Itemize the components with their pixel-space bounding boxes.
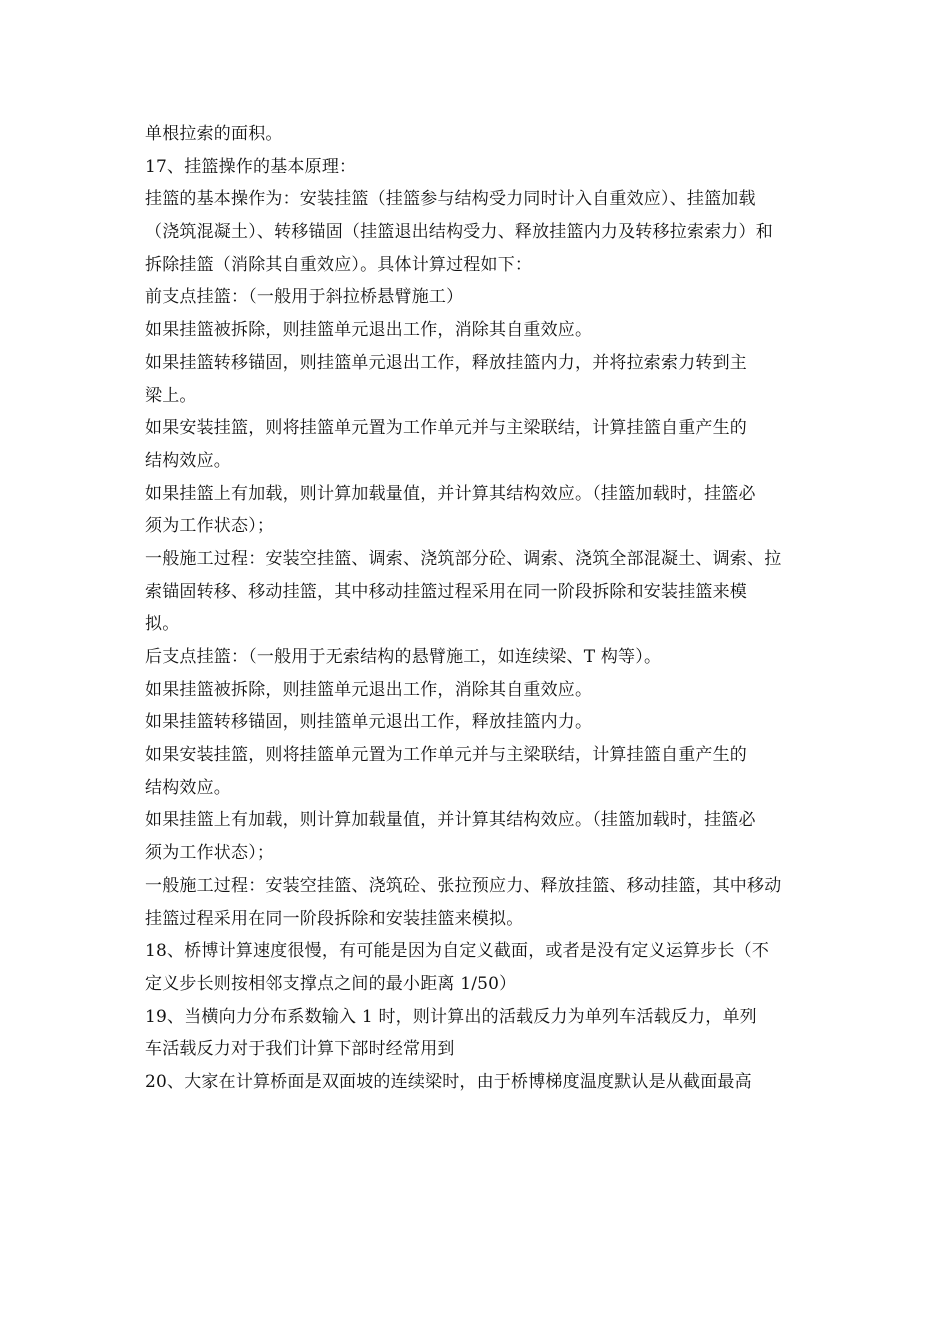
text-line: 如果挂篮被拆除，则挂篮单元退出工作，消除其自重效应。 (145, 679, 593, 700)
text-line: 如果挂篮被拆除，则挂篮单元退出工作，消除其自重效应。 (145, 320, 593, 341)
text-line: 定义步长则按相邻支撑点之间的最小距离 1/50） (145, 973, 517, 994)
text-line: 一般施工过程：安装空挂篮、浇筑砼、张拉预应力、释放挂篮、移动挂篮，其中移动 (145, 875, 782, 896)
section-heading-19: 19、当横向力分布系数输入 1 时，则计算出的活载反力为单列车活载反力，单列 (145, 1006, 757, 1027)
text-line: 如果挂篮转移锚固，则挂篮单元退出工作，释放挂篮内力。 (145, 712, 593, 733)
text-line: 挂篮的基本操作为：安装挂篮（挂篮参与结构受力同时计入自重效应）、挂篮加载 (145, 189, 756, 210)
text-line: 须为工作状态）； (145, 516, 275, 537)
text-line: （浇筑混凝土）、转移锚固（挂篮退出结构受力、释放挂篮内力及转移拉索索力）和 (145, 222, 773, 243)
text-line: 结构效应。 (145, 450, 231, 471)
text-line: 索锚固转移、移动挂篮，其中移动挂篮过程采用在同一阶段拆除和安装挂篮来模 (145, 581, 747, 602)
text-line: 结构效应。 (145, 777, 231, 798)
text-line: 拆除挂篮（消除其自重效应）。具体计算过程如下： (145, 254, 533, 275)
section-heading-17: 17、挂篮操作的基本原理： (145, 156, 357, 177)
text-line: 单根拉索的面积。 (145, 124, 283, 144)
subheading-front-fulcrum: 前支点挂篮：（一般用于斜拉桥悬臂施工） (145, 287, 464, 308)
text-line: 如果挂篮转移锚固，则挂篮单元退出工作，释放挂篮内力，并将拉索索力转到主 (145, 352, 747, 373)
text-line: 一般施工过程：安装空挂篮、调索、浇筑部分砼、调索、浇筑全部混凝土、调索、拉 (145, 548, 782, 569)
text-line: 如果安装挂篮，则将挂篮单元置为工作单元并与主梁联结，计算挂篮自重产生的 (145, 745, 747, 766)
text-line: 挂篮过程采用在同一阶段拆除和安装挂篮来模拟。 (145, 908, 524, 929)
document-body (145, 118, 813, 1099)
text-line: 须为工作状态）； (145, 843, 275, 864)
text-line: 如果挂篮上有加载，则计算加载量值，并计算其结构效应。（挂篮加载时，挂篮必 (145, 810, 756, 831)
section-heading-18: 18、桥博计算速度很慢，有可能是因为自定义截面，或者是没有定义运算步长（不 (145, 941, 770, 962)
text-line: 如果安装挂篮，则将挂篮单元置为工作单元并与主梁联结，计算挂篮自重产生的 (145, 418, 747, 439)
text-line: 梁上。 (145, 385, 197, 406)
text-line: 如果挂篮上有加载，则计算加载量值，并计算其结构效应。（挂篮加载时，挂篮必 (145, 483, 756, 504)
subheading-rear-fulcrum: 后支点挂篮：（一般用于无索结构的悬臂施工，如连续梁、T 构等）。 (145, 647, 662, 667)
text-line: 拟。 (145, 614, 180, 635)
section-heading-20: 20、大家在计算桥面是双面坡的连续梁时，由于桥博梯度温度默认是从截面最高 (145, 1071, 752, 1092)
text-line: 车活载反力对于我们计算下部时经常用到 (145, 1039, 455, 1060)
